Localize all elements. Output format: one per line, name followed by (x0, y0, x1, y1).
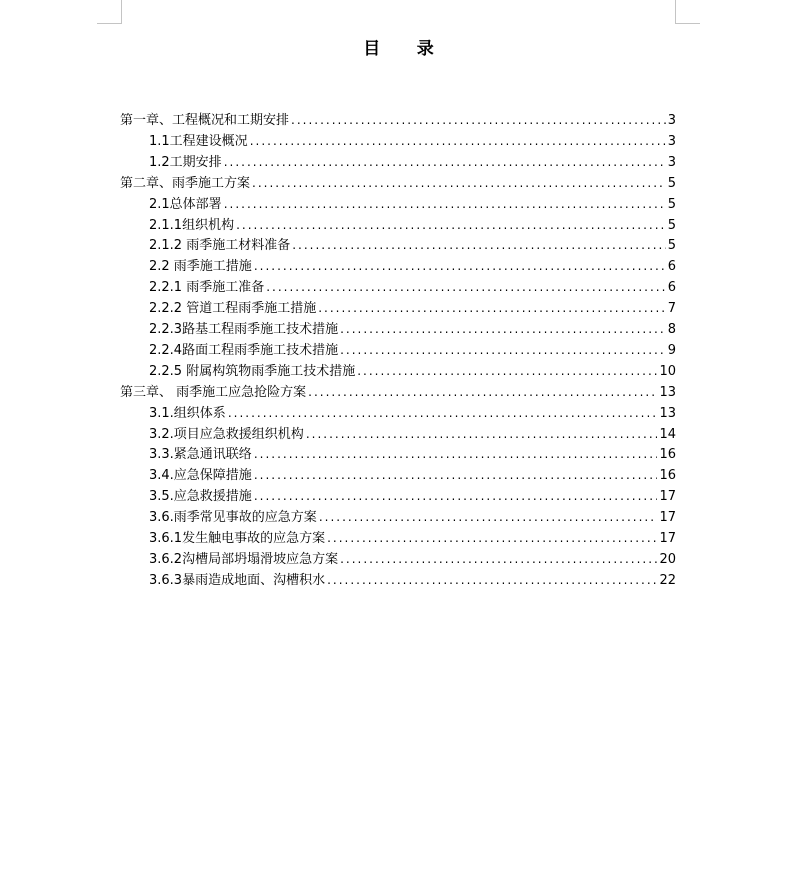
toc-dot-leader (340, 549, 657, 569)
toc-entry-label: 3.2.项目应急救援组织机构 (149, 426, 304, 442)
toc-dot-leader (308, 382, 657, 402)
toc-entry-page-number: 17 (659, 489, 676, 505)
toc-entry-label: 2.2.3路基工程雨季施工技术措施 (149, 322, 339, 337)
toc-entry-page-number: 8 (667, 322, 676, 337)
toc-entry-page-number: 6 (667, 259, 676, 275)
toc-dot-leader (224, 194, 666, 214)
toc-entry[interactable] (149, 507, 676, 527)
corner-mark-top-right (675, 0, 676, 24)
toc-entry[interactable] (149, 486, 676, 506)
toc-entry-page-number: 17 (659, 531, 676, 546)
toc-entry-label: 2.2.5 附属构筑物雨季施工技术措施 (149, 363, 356, 379)
toc-entry-label: 2.2.4路面工程雨季施工技术措施 (149, 342, 339, 358)
corner-mark-top-left (97, 23, 122, 24)
toc-entry-label: 1.1工程建设概况 (149, 133, 248, 149)
toc-entry-label: 2.2 雨季施工措施 (149, 259, 252, 275)
toc-entry-page-number: 5 (667, 238, 676, 254)
toc-entry[interactable] (149, 549, 676, 569)
toc-dot-leader (292, 235, 666, 255)
document-title: 目 录 (363, 39, 450, 59)
toc-entry-label: 2.1总体部署 (149, 196, 222, 212)
toc-entry-label: 3.6.1发生触电事故的应急方案 (149, 531, 326, 546)
toc-entry-page-number: 3 (667, 113, 676, 128)
toc-dot-leader (250, 131, 666, 151)
corner-mark-top-left (121, 0, 122, 24)
toc-entry-label: 2.1.1组织机构 (149, 217, 235, 233)
toc-entry-page-number: 16 (659, 468, 676, 484)
corner-mark-top-right (675, 23, 700, 24)
toc-entry-label: 3.3.紧急通讯联络 (149, 447, 252, 463)
toc-dot-leader (291, 110, 666, 130)
toc-entry[interactable] (149, 340, 676, 360)
toc-dot-leader (224, 152, 666, 172)
toc-entry-label: 1.2工期安排 (149, 154, 222, 170)
toc-dot-leader (254, 486, 658, 506)
toc-entry[interactable] (149, 235, 676, 255)
toc-entry[interactable] (149, 319, 676, 339)
toc-entry[interactable] (120, 382, 676, 402)
toc-entry-page-number: 16 (659, 447, 676, 463)
toc-entry[interactable] (149, 570, 676, 590)
toc-entry-page-number: 3 (667, 133, 676, 149)
toc-entry-page-number: 22 (659, 572, 676, 588)
toc-entry[interactable] (149, 361, 676, 381)
toc-dot-leader (252, 173, 666, 193)
toc-dot-leader (228, 403, 658, 423)
toc-entry-label: 3.1.组织体系 (149, 405, 226, 421)
toc-entry-page-number: 7 (667, 301, 676, 317)
toc-entry[interactable] (149, 131, 676, 151)
toc-entry[interactable] (149, 298, 676, 318)
toc-entry[interactable] (149, 465, 676, 485)
toc-entry-label: 3.6.雨季常见事故的应急方案 (149, 510, 317, 526)
toc-entry[interactable] (149, 528, 676, 548)
toc-entry-page-number: 5 (667, 217, 676, 233)
toc-dot-leader (340, 340, 666, 360)
toc-entry[interactable] (149, 152, 676, 172)
toc-entry-page-number: 13 (659, 384, 676, 400)
toc-entry[interactable] (120, 173, 676, 193)
toc-dot-leader (254, 465, 658, 485)
toc-dot-leader (266, 277, 666, 297)
toc-entry-label: 3.5.应急救援措施 (149, 489, 252, 505)
toc-entry-page-number: 6 (667, 280, 676, 296)
toc-entry-page-number: 20 (659, 551, 676, 567)
toc-dot-leader (318, 298, 666, 318)
toc-entry-label: 第一章、工程概况和工期安排 (120, 113, 290, 128)
toc-entry[interactable] (149, 194, 676, 214)
toc-entry-label: 2.1.2 雨季施工材料准备 (149, 238, 291, 254)
toc-dot-leader (306, 424, 658, 444)
toc-entry[interactable] (149, 424, 676, 444)
toc-entry[interactable] (149, 256, 676, 276)
toc-dot-leader (357, 361, 657, 381)
toc-dot-leader (254, 444, 658, 464)
toc-dot-leader (236, 215, 666, 235)
toc-entry-page-number: 5 (667, 175, 676, 191)
toc-dot-leader (254, 256, 666, 276)
toc-entry-label: 第三章、 雨季施工应急抢险方案 (120, 384, 307, 400)
toc-entry-page-number: 10 (659, 363, 676, 379)
toc-entry-page-number: 5 (667, 196, 676, 212)
toc-dot-leader (327, 570, 657, 590)
toc-entry-label: 2.2.2 管道工程雨季施工措施 (149, 301, 317, 317)
toc-entry-page-number: 13 (659, 405, 676, 421)
toc-entry-label: 3.6.3暴雨造成地面、沟槽积水 (149, 572, 326, 588)
toc-entry[interactable] (120, 110, 676, 130)
toc-entry-page-number: 17 (659, 510, 676, 526)
toc-entry-label: 3.6.2沟槽局部坍塌滑坡应急方案 (149, 551, 339, 567)
toc-entry[interactable] (149, 277, 676, 297)
toc-entry[interactable] (149, 444, 676, 464)
toc-dot-leader (327, 528, 657, 548)
toc-entry-page-number: 14 (659, 426, 676, 442)
toc-entry-page-number: 9 (667, 342, 676, 358)
toc-entry-label: 2.2.1 雨季施工准备 (149, 280, 265, 296)
toc-entry-label: 第二章、雨季施工方案 (120, 175, 251, 191)
toc-dot-leader (319, 507, 658, 527)
toc-entry[interactable] (149, 403, 676, 423)
toc-entry-label: 3.4.应急保障措施 (149, 468, 252, 484)
toc-dot-leader (340, 319, 666, 339)
toc-entry[interactable] (149, 215, 676, 235)
toc-entry-page-number: 3 (667, 154, 676, 170)
